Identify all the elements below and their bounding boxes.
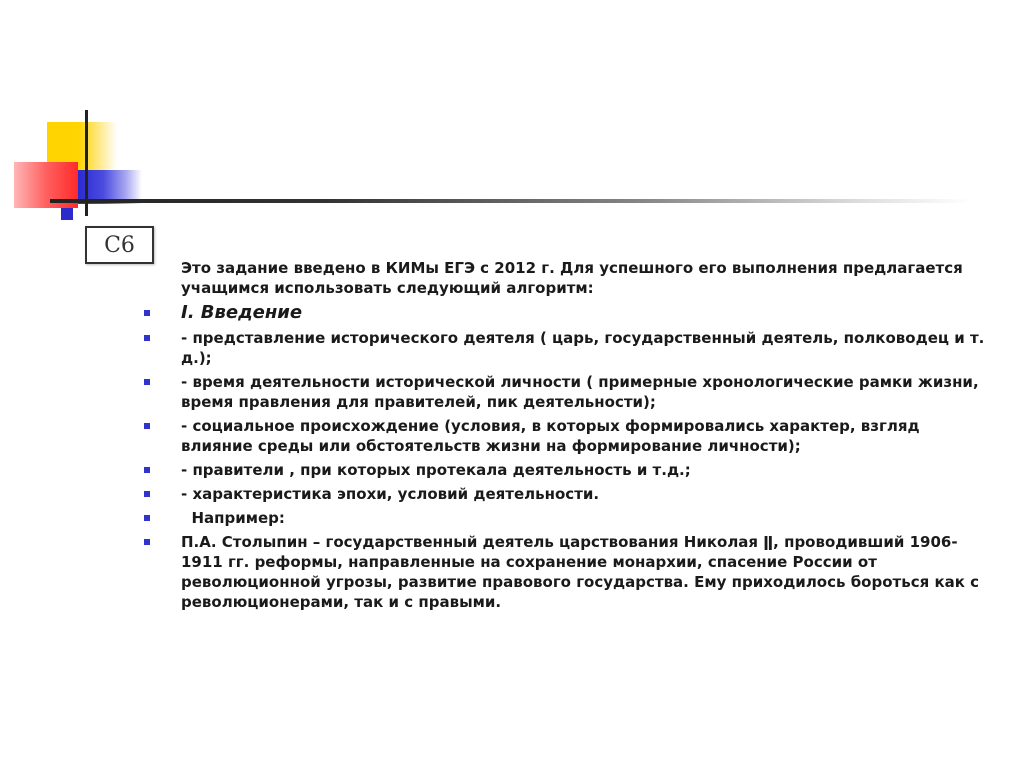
list-item-text: - социальное происхождение (условия, в которых формировались характер, взгляд влияние среды или обстоятельств жизни на формирование личности); — [181, 417, 920, 455]
list-item-text: П.А. Столыпин – государственный деятель царствования Николая ǁ, проводивший 1906-1911 гг. реформы, направленные на сохранение монархии, спасение России от революционной угрозы, развитие правового государства. Ему приходилось бороться как с революционерами, так и с правыми. — [181, 533, 980, 611]
list-item-text: I. Введение — [181, 302, 303, 323]
slide-content — [140, 258, 990, 616]
list-item — [140, 372, 990, 412]
list-item-example — [140, 532, 990, 612]
list-item-introduction-heading — [140, 301, 990, 325]
bullet-icon — [144, 467, 150, 473]
list-item-text: - характеристика эпохи, условий деятельности. — [181, 485, 600, 503]
list-item-example-label — [140, 508, 990, 528]
bullet-icon — [144, 423, 150, 429]
bullet-icon — [144, 539, 150, 545]
bullet-icon — [144, 335, 150, 341]
list-item — [140, 484, 990, 504]
list-item-text: - время деятельности исторической личности ( примерные хронологические рамки жизни, время правления для правителей, пик деятельности); — [181, 373, 979, 411]
list-item-text: - правители , при которых протекала деятельность и т.д.; — [181, 461, 691, 479]
bullet-icon — [144, 491, 150, 497]
list-item — [140, 328, 990, 368]
list-item-text: - представление исторического деятеля ( царь, государственный деятель, полководец и т. д.); — [181, 329, 985, 367]
task-badge-label: С6 — [104, 232, 135, 258]
list-item — [140, 416, 990, 456]
decor-small-blue-square — [61, 208, 73, 220]
bullet-icon — [144, 515, 150, 521]
intro-text: Это задание введено в КИМы ЕГЭ с 2012 г. Для успешного его выполнения предлагается учащимся использовать следующий алгоритм: — [181, 259, 963, 297]
bullet-icon — [144, 310, 150, 316]
list-item-text: Например: — [181, 509, 285, 527]
bullet-icon — [144, 379, 150, 385]
list-item — [140, 460, 990, 480]
title-divider-line — [50, 199, 970, 203]
algorithm-list — [140, 301, 990, 612]
